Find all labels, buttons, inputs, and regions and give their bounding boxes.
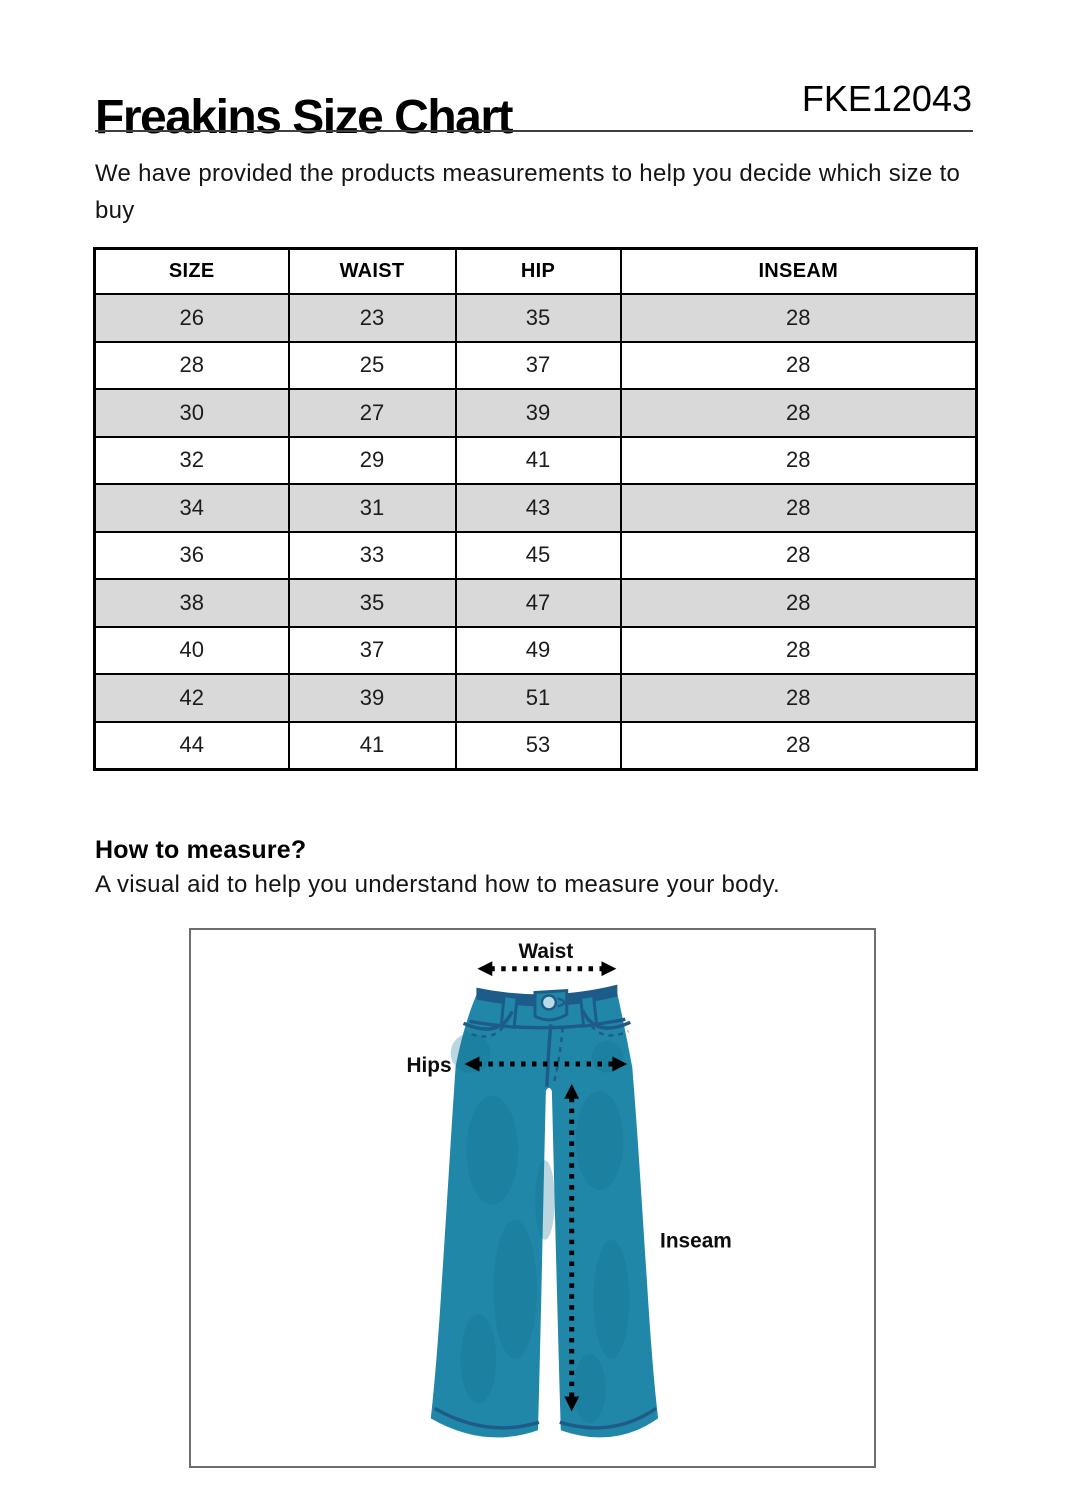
- table-cell: 28: [621, 294, 977, 342]
- table-cell: 42: [95, 674, 289, 722]
- product-code: FKE12043: [801, 78, 972, 119]
- table-cell: 27: [289, 389, 456, 437]
- table-cell: 39: [456, 389, 621, 437]
- table-cell: 45: [456, 532, 621, 580]
- table-row: [95, 722, 977, 770]
- hips-label: Hips: [406, 1053, 452, 1077]
- table-cell: 33: [289, 532, 456, 580]
- table-cell: 47: [456, 579, 621, 627]
- table-cell: 38: [95, 579, 289, 627]
- table-row: [95, 389, 977, 437]
- table-cell: 28: [621, 674, 977, 722]
- intro-text: We have provided the products measurements to help you decide which size to buy: [95, 160, 961, 224]
- table-cell: 28: [621, 532, 977, 580]
- waist-arrowhead-left: [477, 961, 492, 976]
- table-cell: 53: [456, 722, 621, 770]
- jeans-button: [542, 996, 556, 1010]
- header-divider: [95, 130, 973, 132]
- table-cell: 28: [621, 579, 977, 627]
- table-cell: 28: [95, 342, 289, 390]
- size-table: [93, 247, 978, 771]
- waist-arrowhead-right: [601, 961, 616, 976]
- table-cell: 49: [456, 627, 621, 675]
- table-cell: 44: [95, 722, 289, 770]
- how-to-measure-title: How to measure?: [95, 836, 307, 864]
- table-cell: 37: [289, 627, 456, 675]
- table-cell: 26: [95, 294, 289, 342]
- table-cell: 28: [621, 484, 977, 532]
- table-cell: 34: [95, 484, 289, 532]
- table-row: [95, 627, 977, 675]
- table-cell: 23: [289, 294, 456, 342]
- table-cell: 35: [289, 579, 456, 627]
- column-header-inseam: INSEAM: [621, 249, 977, 295]
- column-header-hip: HIP: [456, 249, 621, 295]
- waist-label: Waist: [518, 939, 574, 963]
- table-row: [95, 579, 977, 627]
- size-table-body: [95, 294, 977, 770]
- table-row: [95, 294, 977, 342]
- table-cell: 28: [621, 437, 977, 485]
- inseam-label: Inseam: [660, 1229, 732, 1253]
- table-cell: 41: [456, 437, 621, 485]
- table-cell: 40: [95, 627, 289, 675]
- table-header-row: [95, 249, 977, 295]
- table-cell: 28: [621, 342, 977, 390]
- table-cell: 37: [456, 342, 621, 390]
- measurement-figure-box: [189, 928, 876, 1468]
- page-title: Freakins Size Chart: [95, 91, 512, 145]
- table-cell: 41: [289, 722, 456, 770]
- waist-annotation: [477, 940, 616, 976]
- table-cell: 28: [621, 722, 977, 770]
- table-cell: 51: [456, 674, 621, 722]
- table-cell: 36: [95, 532, 289, 580]
- table-cell: 30: [95, 389, 289, 437]
- table-cell: 35: [456, 294, 621, 342]
- table-row: [95, 674, 977, 722]
- table-row: [95, 532, 977, 580]
- how-to-measure-subtitle: A visual aid to help you understand how to measure your body.: [95, 871, 780, 898]
- table-row: [95, 437, 977, 485]
- table-cell: 29: [289, 437, 456, 485]
- table-cell: 39: [289, 674, 456, 722]
- table-cell: 28: [621, 389, 977, 437]
- column-header-size: SIZE: [95, 249, 289, 295]
- column-header-waist: WAIST: [289, 249, 456, 295]
- table-row: [95, 484, 977, 532]
- table-row: [95, 342, 977, 390]
- table-cell: 25: [289, 342, 456, 390]
- table-cell: 32: [95, 437, 289, 485]
- jeans-illustration: [191, 930, 874, 1466]
- jeans-graphic: [431, 985, 658, 1438]
- table-cell: 43: [456, 484, 621, 532]
- table-cell: 31: [289, 484, 456, 532]
- table-cell: 28: [621, 627, 977, 675]
